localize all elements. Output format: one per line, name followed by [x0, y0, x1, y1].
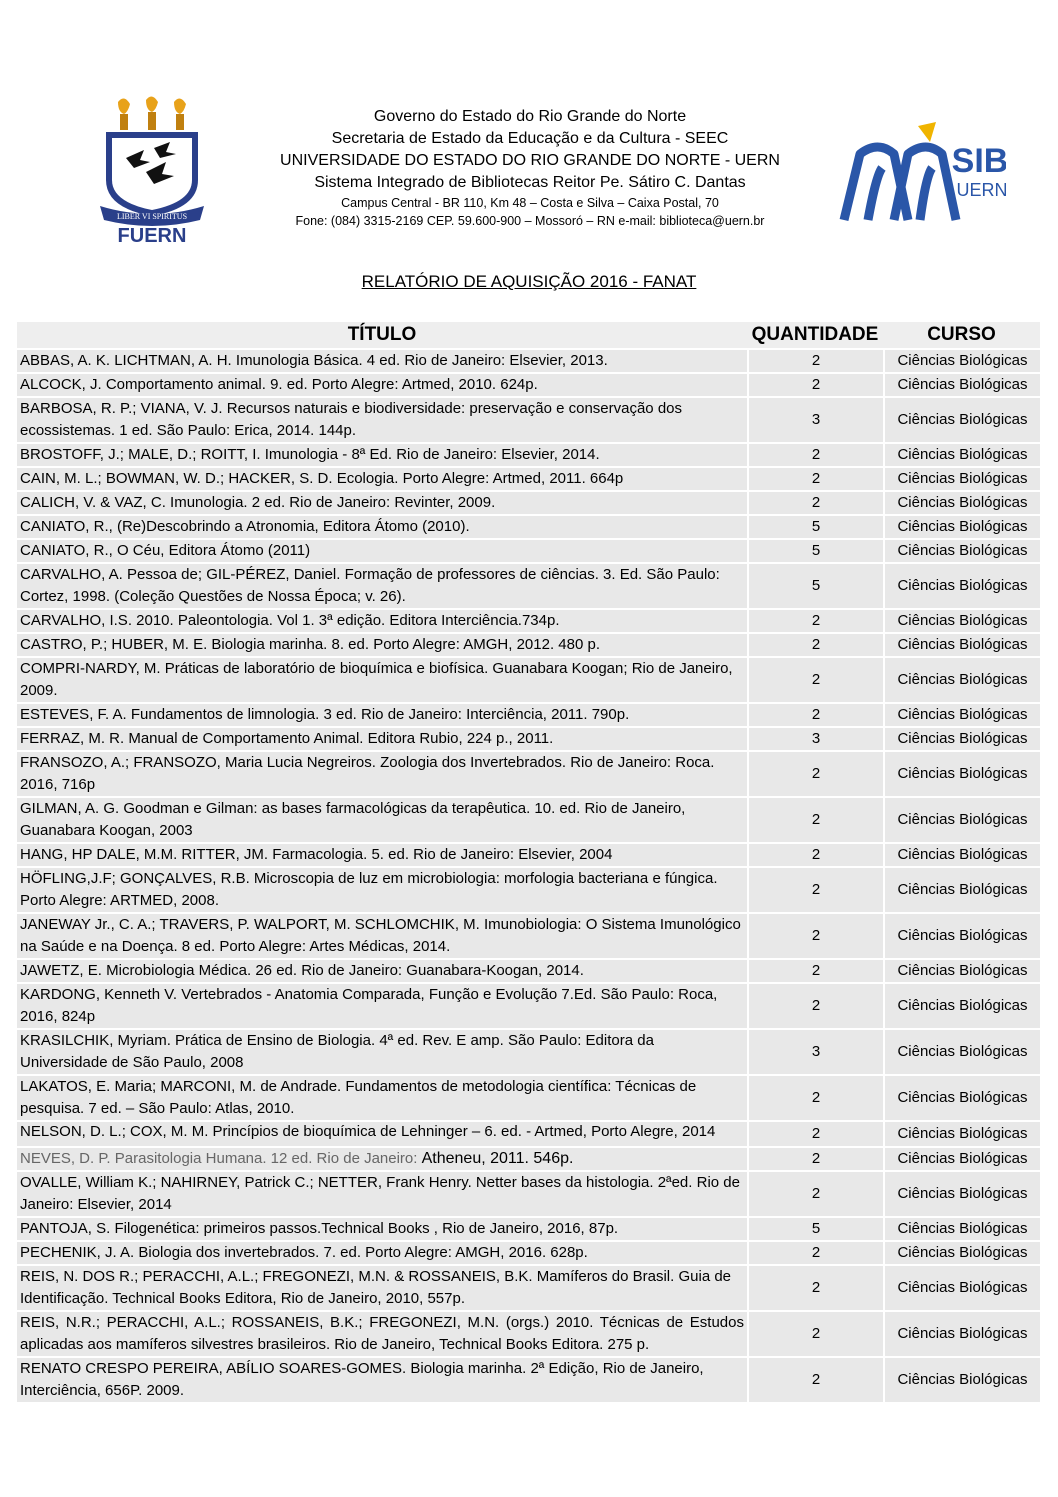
- svg-text:SIB: SIB: [951, 142, 1006, 180]
- cell-titulo-part-b: Atheneu, 2011. 546p.: [421, 1150, 574, 1167]
- table-row: [17, 1218, 1040, 1240]
- cell-curso: Ciências Biológicas: [883, 516, 1040, 538]
- header-line-library-system: Sistema Integrado de Bibliotecas Reitor Pe. Sátiro C. Dantas: [314, 174, 746, 191]
- cell-curso: Ciências Biológicas: [883, 444, 1040, 466]
- cell-quantidade: 2: [747, 492, 883, 514]
- cell-quantidade: 5: [747, 1218, 883, 1240]
- cell-quantidade: 2: [747, 1312, 883, 1356]
- table-row: [17, 492, 1040, 514]
- cell-titulo: KARDONG, Kenneth V. Vertebrados - Anatomia Comparada, Função e Evolução 7.Ed. São Paulo: Roca, 2016, 824p: [17, 984, 747, 1028]
- table-row: [17, 728, 1040, 750]
- cell-quantidade: 2: [747, 1266, 883, 1310]
- svg-text:UERN: UERN: [956, 180, 1006, 200]
- column-header-quantidade: QUANTIDADE: [747, 322, 883, 348]
- cell-curso: Ciências Biológicas: [883, 984, 1040, 1028]
- cell-curso: Ciências Biológicas: [883, 1218, 1040, 1240]
- cell-titulo-part-a: NEVES, D. P. Parasitologia Humana. 12 ed. Rio de Janeiro:: [20, 1150, 422, 1167]
- cell-titulo: REIS, N. DOS R.; PERACCHI, A.L.; FREGONEZI, M.N. & ROSSANEIS, B.K. Mamíferos do Brasil. Guia de Identificação. Technical Books Editora, Rio de Janeiro, 2010, 557p.: [17, 1266, 747, 1310]
- cell-curso: Ciências Biológicas: [883, 540, 1040, 562]
- cell-quantidade: 2: [747, 1148, 883, 1170]
- report-title: RELATÓRIO DE AQUISIÇÃO 2016 - FANAT: [361, 272, 697, 291]
- cell-curso: Ciências Biológicas: [883, 350, 1040, 372]
- table-row: [17, 1358, 1040, 1402]
- svg-text:LIBER VI SPIRITUS: LIBER VI SPIRITUS: [116, 212, 188, 221]
- table-row: [17, 610, 1040, 632]
- cell-titulo: ABBAS, A. K. LICHTMAN, A. H. Imunologia Básica. 4 ed. Rio de Janeiro: Elsevier, 2013.: [17, 350, 747, 372]
- cell-curso: Ciências Biológicas: [883, 374, 1040, 396]
- cell-titulo: CARVALHO, I.S. 2010. Paleontologia. Vol 1. 3ª edição. Editora Interciência.734p.: [17, 610, 747, 632]
- cell-titulo: BARBOSA, R. P.; VIANA, V. J. Recursos naturais e biodiversidade: preservação e conservação dos ecossistemas. 1 ed. São Paulo: Erica, 2014. 144p.: [17, 398, 747, 442]
- cell-quantidade: 2: [747, 798, 883, 842]
- cell-titulo: JANEWAY Jr., C. A.; TRAVERS, P. WALPORT, M. SCHLOMCHIK, M. Imunobiologia: O Sistema Imunológico na Saúde e na Doença. 8 ed. Porto Alegre: Artes Médicas, 2014.: [17, 914, 747, 958]
- cell-curso: Ciências Biológicas: [883, 728, 1040, 750]
- sib-book-icon: [838, 120, 1006, 230]
- column-header-titulo: TÍTULO: [17, 322, 747, 348]
- cell-titulo: KRASILCHIK, Myriam. Prática de Ensino de Biologia. 4ª ed. Rev. E amp. São Paulo: Editora da Universidade de São Paulo, 2008: [17, 1030, 747, 1074]
- cell-curso: Ciências Biológicas: [883, 960, 1040, 982]
- cell-titulo: [17, 1148, 747, 1170]
- table-row: [17, 1076, 1040, 1120]
- table-row: [17, 798, 1040, 842]
- table-row: [17, 704, 1040, 726]
- cell-titulo: COMPRI-NARDY, M. Práticas de laboratório de bioquímica e biofísica. Guanabara Koogan; Rio de Janeiro, 2009.: [17, 658, 747, 702]
- cell-quantidade: 2: [747, 984, 883, 1028]
- cell-titulo: OVALLE, William K.; NAHIRNEY, Patrick C.; NETTER, Frank Henry. Netter bases da histologia. 2ªed. Rio de Janeiro: Elsevier, 2014: [17, 1172, 747, 1216]
- cell-curso: Ciências Biológicas: [883, 610, 1040, 632]
- cell-curso: Ciências Biológicas: [883, 492, 1040, 514]
- cell-quantidade: 2: [747, 752, 883, 796]
- table-row: [17, 1030, 1040, 1074]
- cell-curso: Ciências Biológicas: [883, 798, 1040, 842]
- cell-quantidade: 2: [747, 960, 883, 982]
- cell-titulo: ESTEVES, F. A. Fundamentos de limnologia. 3 ed. Rio de Janeiro: Interciência, 2011. 790p.: [17, 704, 747, 726]
- cell-titulo: GILMAN, A. G. Goodman e Gilman: as bases farmacológicas da terapêutica. 10. ed. Rio de Janeiro, Guanabara Koogan, 2003: [17, 798, 747, 842]
- cell-curso: Ciências Biológicas: [883, 1312, 1040, 1356]
- table-row: [17, 1242, 1040, 1264]
- cell-quantidade: 2: [747, 634, 883, 656]
- cell-titulo: JAWETZ, E. Microbiologia Médica. 26 ed. Rio de Janeiro: Guanabara-Koogan, 2014.: [17, 960, 747, 982]
- header-line-government: Governo do Estado do Rio Grande do Norte: [373, 108, 687, 125]
- sib-uern-logo: [838, 120, 1006, 230]
- cell-titulo: CARVALHO, A. Pessoa de; GIL-PÉREZ, Daniel. Formação de professores de ciências. 3. Ed. São Paulo: Cortez, 1998. (Coleção Questões de Nossa Época; v. 26).: [17, 564, 747, 608]
- cell-curso: Ciências Biológicas: [883, 704, 1040, 726]
- cell-titulo: RENATO CRESPO PEREIRA, ABÍLIO SOARES-GOMES. Biologia marinha. 2ª Edição, Rio de Janeiro, Interciência, 656P. 2009.: [17, 1358, 747, 1402]
- table-row: [17, 844, 1040, 866]
- cell-titulo: BROSTOFF, J.; MALE, D.; ROITT, I. Imunologia - 8ª Ed. Rio de Janeiro: Elsevier, 2014.: [17, 444, 747, 466]
- cell-quantidade: 2: [747, 868, 883, 912]
- cell-quantidade: 5: [747, 564, 883, 608]
- institution-header: [230, 106, 830, 230]
- table-row: [17, 634, 1040, 656]
- cell-titulo: PECHENIK, J. A. Biologia dos invertebrados. 7. ed. Porto Alegre: AMGH, 2016. 628p.: [17, 1242, 747, 1264]
- table-row: [17, 1148, 1040, 1170]
- cell-quantidade: 2: [747, 1242, 883, 1264]
- cell-titulo: HANG, HP DALE, M.M. RITTER, JM. Farmacologia. 5. ed. Rio de Janeiro: Elsevier, 2004: [17, 844, 747, 866]
- cell-quantidade: 2: [747, 444, 883, 466]
- table-row: [17, 752, 1040, 796]
- cell-quantidade: 2: [747, 350, 883, 372]
- cell-quantidade: 2: [747, 1122, 883, 1146]
- cell-titulo: CANIATO, R., O Céu, Editora Átomo (2011): [17, 540, 747, 562]
- cell-curso: Ciências Biológicas: [883, 1076, 1040, 1120]
- table-header-row: [17, 322, 1040, 348]
- header-line-university: UNIVERSIDADE DO ESTADO DO RIO GRANDE DO NORTE - UERN: [280, 152, 780, 169]
- table-row: [17, 468, 1040, 490]
- table-row: [17, 350, 1040, 372]
- cell-curso: Ciências Biológicas: [883, 1030, 1040, 1074]
- table-row: [17, 984, 1040, 1028]
- cell-curso: Ciências Biológicas: [883, 868, 1040, 912]
- table-row: [17, 868, 1040, 912]
- cell-titulo: CALICH, V. & VAZ, C. Imunologia. 2 ed. Rio de Janeiro: Revinter, 2009.: [17, 492, 747, 514]
- cell-titulo: LAKATOS, E. Maria; MARCONI, M. de Andrade. Fundamentos de metodologia científica: Técnicas de pesquisa. 7 ed. – São Paulo: Atlas, 2010.: [17, 1076, 747, 1120]
- cell-curso: Ciências Biológicas: [883, 914, 1040, 958]
- table-row: [17, 658, 1040, 702]
- fuern-logo: [96, 96, 208, 244]
- cell-titulo: CAIN, M. L.; BOWMAN, W. D.; HACKER, S. D. Ecologia. Porto Alegre: Artmed, 2011. 664p: [17, 468, 747, 490]
- table-row: [17, 914, 1040, 958]
- table-row: [17, 540, 1040, 562]
- cell-curso: Ciências Biológicas: [883, 634, 1040, 656]
- table-row: [17, 374, 1040, 396]
- table-row: [17, 1312, 1040, 1356]
- cell-quantidade: 3: [747, 398, 883, 442]
- header-line-contact: Fone: (084) 3315-2169 CEP. 59.600-900 – Mossoró – RN e-mail: biblioteca@uern.br: [295, 214, 765, 228]
- cell-curso: Ciências Biológicas: [883, 844, 1040, 866]
- cell-quantidade: 2: [747, 1076, 883, 1120]
- table-row: [17, 516, 1040, 538]
- cell-curso: Ciências Biológicas: [883, 564, 1040, 608]
- cell-quantidade: 2: [747, 704, 883, 726]
- header-line-secretaria: Secretaria de Estado da Educação e da Cultura - SEEC: [331, 130, 729, 147]
- fuern-crest-icon: [96, 96, 208, 244]
- cell-curso: Ciências Biológicas: [883, 1266, 1040, 1310]
- cell-titulo: CANIATO, R., (Re)Descobrindo a Atronomia, Editora Átomo (2010).: [17, 516, 747, 538]
- cell-quantidade: 2: [747, 374, 883, 396]
- cell-titulo: REIS, N.R.; PERACCHI, A.L.; ROSSANEIS, B.K.; FREGONEZI, M.N. (orgs.) 2010. Técnicas de Estudos aplicadas aos mamíferos silvestres brasileiros. Rio de Janeiro, Technical Books Editora. 275 p.: [17, 1312, 747, 1356]
- cell-curso: Ciências Biológicas: [883, 752, 1040, 796]
- cell-titulo: [17, 1122, 747, 1146]
- cell-curso: Ciências Biológicas: [883, 468, 1040, 490]
- cell-quantidade: 2: [747, 1358, 883, 1402]
- cell-titulo: FERRAZ, M. R. Manual de Comportamento Animal. Editora Rubio, 224 p., 2011.: [17, 728, 747, 750]
- cell-curso: Ciências Biológicas: [883, 1358, 1040, 1402]
- cell-curso: Ciências Biológicas: [883, 1122, 1040, 1146]
- cell-quantidade: 2: [747, 844, 883, 866]
- cell-titulo-clipped-text: NELSON, D. L.; COX, M. M. Princípios de bioquímica de Lehninger – 6. ed. - Artmed, Porto Alegre, 2014: [20, 1123, 716, 1140]
- header-line-address: Campus Central - BR 110, Km 48 – Costa e Silva – Caixa Postal, 70: [341, 196, 719, 210]
- cell-curso: Ciências Biológicas: [883, 1148, 1040, 1170]
- cell-quantidade: 2: [747, 914, 883, 958]
- cell-quantidade: 5: [747, 516, 883, 538]
- cell-quantidade: 2: [747, 468, 883, 490]
- acquisition-table: [17, 320, 1040, 1404]
- cell-quantidade: 2: [747, 1172, 883, 1216]
- table-row: [17, 564, 1040, 608]
- cell-titulo: FRANSOZO, A.; FRANSOZO, Maria Lucia Negreiros. Zoologia dos Invertebrados. Rio de Janeiro: Roca. 2016, 716p: [17, 752, 747, 796]
- cell-curso: Ciências Biológicas: [883, 398, 1040, 442]
- cell-quantidade: 3: [747, 1030, 883, 1074]
- cell-titulo: HÖFLING,J.F; GONÇALVES, R.B. Microscopia de luz em microbiologia: morfologia bacteriana e fúngica. Porto Alegre: ARTMED, 2008.: [17, 868, 747, 912]
- table-row: [17, 1122, 1040, 1146]
- table-row: [17, 1172, 1040, 1216]
- cell-quantidade: 5: [747, 540, 883, 562]
- cell-titulo: PANTOJA, S. Filogenética: primeiros passos.Technical Books , Rio de Janeiro, 2016, 87p.: [17, 1218, 747, 1240]
- table-row: [17, 444, 1040, 466]
- cell-curso: Ciências Biológicas: [883, 658, 1040, 702]
- cell-curso: Ciências Biológicas: [883, 1172, 1040, 1216]
- svg-text:FUERN: FUERN: [117, 225, 187, 244]
- cell-quantidade: 2: [747, 610, 883, 632]
- table-row: [17, 960, 1040, 982]
- cell-curso: Ciências Biológicas: [883, 1242, 1040, 1264]
- cell-titulo: CASTRO, P.; HUBER, M. E. Biologia marinha. 8. ed. Porto Alegre: AMGH, 2012. 480 p.: [17, 634, 747, 656]
- table-row: [17, 398, 1040, 442]
- cell-quantidade: 3: [747, 728, 883, 750]
- cell-titulo: ALCOCK, J. Comportamento animal. 9. ed. Porto Alegre: Artmed, 2010. 624p.: [17, 374, 747, 396]
- column-header-curso: CURSO: [883, 322, 1040, 348]
- cell-quantidade: 2: [747, 658, 883, 702]
- table-row: [17, 1266, 1040, 1310]
